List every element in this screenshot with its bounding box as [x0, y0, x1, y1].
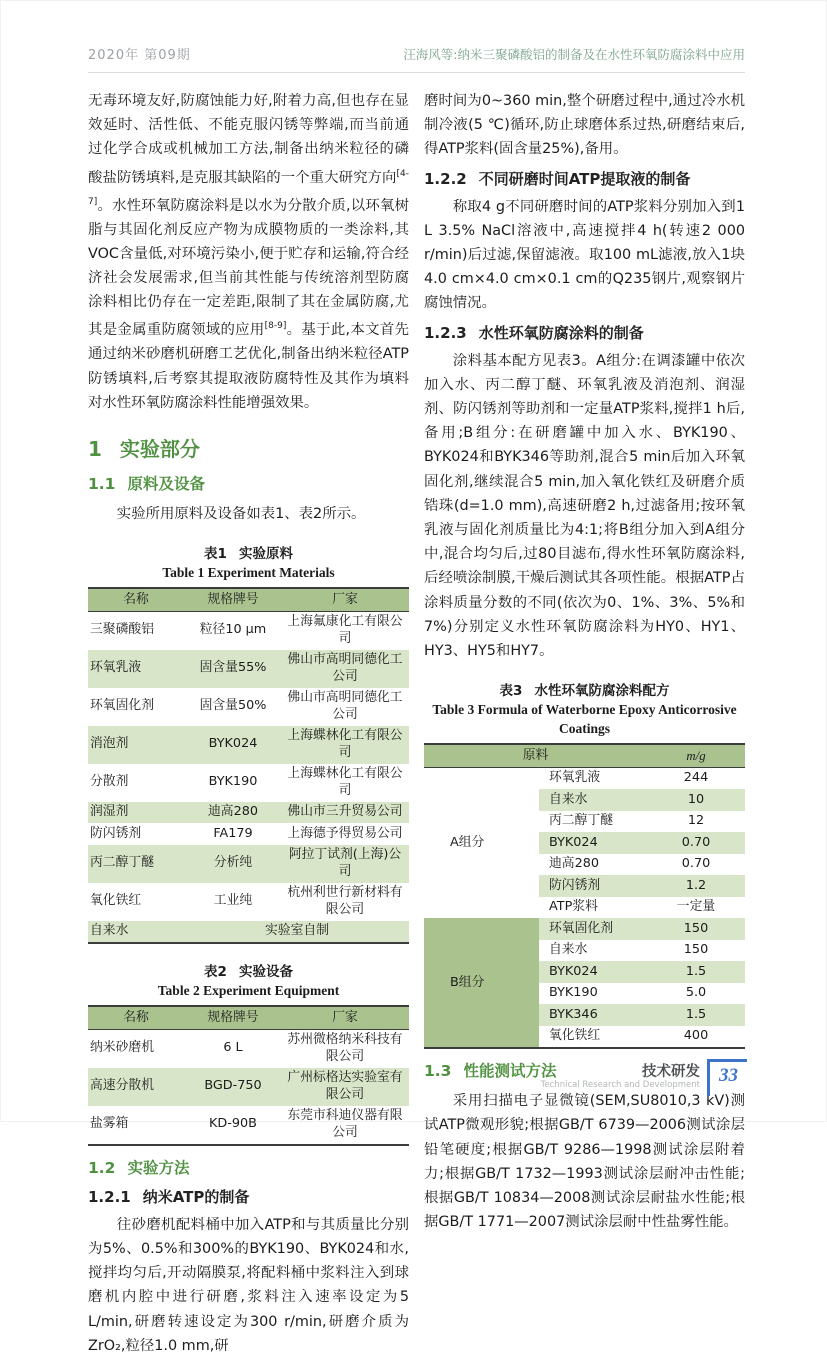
table-row: [88, 1068, 409, 1106]
left-column: [88, 89, 409, 1358]
table-2-equipment: [88, 1005, 409, 1146]
intro-text-2: 。水性环氧防腐涂料是以水为分散介质,以环氧树脂与其固化剂反应产物为成膜物质的一类涂料,其VOC含量低,对环境污染小,便于贮存和运输,符合经济社会发展需求,但当前其性能与传统溶剂型防腐涂料相比仍存在一定差距,限制了其在金属防腐,尤其是金属重防腐领域的应用: [88, 197, 409, 339]
table-cell: 氧化铁红: [90, 893, 142, 909]
column-header: m/g: [647, 744, 745, 767]
issue-label: 2020年 第09期: [88, 48, 191, 63]
table-cell: 防闪锈剂: [539, 875, 647, 897]
table-1-caption-title: 实验原料: [238, 546, 293, 563]
table-row: [88, 845, 409, 883]
section-1-3-paragraph: 采用扫描电子显微镜(SEM,SU8010,3 kV)测试ATP微观形貌;根据GB/T 6739—2006测试涂层铅笔硬度;根据GB/T 9286—1998测试涂层附着力;根据GB/T 1732—1993测试涂层耐冲击性能;根据GB/T 10834—2008测试涂层耐盐水性能;根据GB/T 1771—2007测试涂层耐中性盐雾性能。: [424, 1093, 745, 1231]
table-1-caption-label: 表1: [204, 546, 227, 563]
table-cell: 分析纯: [185, 845, 281, 883]
table-cell: 佛山市高明同德化工公司: [281, 650, 409, 688]
table-cell: BYK346: [539, 1004, 647, 1026]
table-cell: 佛山市三升贸易公司: [281, 802, 409, 824]
intro-text-3: 。基于此,本文首先通过纳米砂磨机研磨工艺优化,制备出纳米粒径ATP防锈填料,后考察其提取液防腐特性及其作为填料对水性环氧防腐涂料性能增强效果。: [88, 322, 409, 411]
footer-section: [541, 1064, 700, 1091]
table-cell: BYK024: [185, 726, 281, 764]
section-heading-1-1: [88, 472, 409, 494]
table-3-caption-label: 表3: [499, 683, 523, 700]
table-3-caption-title: 水性环氧防腐涂料配方: [534, 683, 670, 700]
table-cell: 自来水: [88, 921, 185, 944]
table-cell: 分散剂: [90, 774, 129, 790]
table-row: [424, 918, 745, 940]
table-cell: 400: [647, 1026, 745, 1049]
table-cell: 工业纯: [213, 893, 253, 909]
table-cell: 纳米砂磨机: [90, 1040, 154, 1056]
table-cell: 上海德予得贸易公司: [287, 825, 403, 841]
table-cell: 10: [647, 789, 745, 811]
table-row: [88, 726, 409, 764]
section-title: 水性环氧防腐涂料的制备: [478, 323, 644, 342]
table-cell: 粒径10 μm: [199, 622, 267, 638]
page-footer: [541, 1059, 747, 1096]
page-number: 33: [707, 1059, 747, 1096]
table-cell: 杭州利世行新材料有限公司: [287, 885, 403, 917]
table-2-caption-label: 表2: [204, 964, 227, 981]
table-cell: ATP浆料: [539, 897, 647, 919]
table-cell: 一定量: [647, 897, 745, 919]
table-row: [88, 883, 409, 921]
table-1-materials: [88, 587, 409, 944]
table-cell: 0.70: [647, 854, 745, 876]
table-3-caption-en-line1: Table 3 Formula of Waterborne Epoxy Anticorrosive: [432, 702, 737, 718]
table-cell: 三聚磷酸铝: [90, 622, 154, 638]
table-cell: 盐雾箱: [90, 1116, 129, 1132]
table-cell: 上海蝶林化工有限公司: [287, 766, 403, 798]
table-row: [88, 650, 409, 688]
table-row: [88, 611, 409, 650]
section-1-2-2-paragraph: 称取4 g不同研磨时间的ATP浆料分别加入到1 L 3.5% NaCl溶液中,高速搅拌4 h(转速2 000 r/min)后过滤,保留滤液。取100 mL滤液,放入1块4.0 cm×4.0 cm×0.1 cm的Q235钢片,观察钢片腐蚀情况。: [424, 198, 745, 312]
table-cell: BYK024: [539, 832, 647, 854]
table-cell: 6 L: [223, 1040, 243, 1056]
running-header: [88, 44, 745, 73]
table-3-caption-en-line2: Coatings: [558, 721, 610, 737]
table-row: [424, 767, 745, 789]
table-row: [88, 1029, 409, 1068]
table-cell: 润湿剂: [88, 802, 185, 824]
table-cell: 丙二醇丁醚: [88, 845, 185, 883]
table-row: [88, 688, 409, 726]
table-cell: 防闪锈剂: [90, 825, 142, 841]
table-2-caption-en: Table 2 Experiment Equipment: [157, 983, 340, 999]
footer-section-title: 技术研发: [642, 1064, 700, 1080]
table-cell: 佛山市高明同德化工公司: [287, 690, 403, 722]
column-header: 厂家: [281, 1006, 409, 1029]
table-cell: 环氧乳液: [88, 650, 185, 688]
table-row: [88, 764, 409, 802]
table-2-caption-title: 实验设备: [238, 964, 293, 981]
section-heading-1-2-3: [424, 322, 745, 343]
table-cell: 广州标格达实验室有限公司: [281, 1068, 409, 1106]
section-number: 1.2.1: [88, 1187, 131, 1206]
column-header: 规格牌号: [185, 1006, 281, 1029]
table-cell: 环氧固化剂: [539, 918, 647, 940]
section-number: 1.3: [424, 1062, 452, 1081]
continued-paragraph: 磨时间为0~360 min,整个研磨过程中,通过冷水机制冷液(5 ℃)循环,防止球磨体系过热,研磨结束后,得ATP浆料(固含量25%),备用。: [424, 93, 745, 158]
section-title: 性能测试方法: [463, 1062, 557, 1081]
table-2-caption: [88, 960, 409, 999]
group-a-label-cell: A组分: [424, 767, 539, 918]
table-cell: FA179: [213, 825, 253, 841]
table-header-row: [424, 744, 745, 767]
table-cell: 1.5: [647, 1004, 745, 1026]
table-1-caption-en: Table 1 Experiment Materials: [162, 565, 335, 581]
column-header: 厂家: [281, 588, 409, 611]
table-cell: 丙二醇丁醚: [539, 811, 647, 833]
section-title: 实验部分: [119, 437, 200, 462]
table-header-row: [88, 1006, 409, 1029]
section-number: 1.2.2: [424, 169, 467, 188]
section-heading-1-2-2: [424, 168, 745, 189]
table-cell: 上海氟康化工有限公司: [287, 614, 403, 646]
section-number: 1.1: [88, 475, 116, 494]
table-cell: 东莞市科迪仪器有限公司: [287, 1108, 403, 1140]
footer-section-subtitle: Technical Research and Development: [540, 1080, 700, 1090]
table-cell: 高速分散机: [88, 1068, 185, 1106]
two-column-layout: [88, 89, 745, 1358]
right-column: [424, 89, 745, 1358]
table-cell: 上海蝶林化工有限公司: [281, 726, 409, 764]
table-cell: BYK190: [539, 983, 647, 1005]
section-number: 1: [88, 437, 102, 462]
table-cell: 环氧乳液: [539, 767, 647, 789]
table-row: [88, 823, 409, 845]
table-cell: 150: [647, 940, 745, 962]
table-cell: 0.70: [647, 832, 745, 854]
intro-text-1: 无毒环境友好,防腐蚀能力好,附着力高,但也存在显效延时、活性低、不能克服闪锈等弊端,而当前通过化学合成或机械加工方法,制备出纳米粒径的磷酸盐防锈填料,是克服其缺陷的一个重大研究方向: [88, 93, 409, 186]
table-3-caption: [424, 679, 745, 737]
table-cell: 12: [647, 811, 745, 833]
section-1-2-1-paragraph: 往砂磨机配料桶中加入ATP和与其质量比分别为5%、0.5%和300%的BYK190、BYK024和水,搅拌均匀后,开动隔膜泵,将配料桶中浆料注入到球磨机内腔中进行研磨,浆料注入速率设定为5 L/min,研磨转速设定为300 r/min,研磨介质为ZrO₂,粒径1.0 mm,研: [88, 1216, 409, 1354]
table-cell: 244: [647, 767, 745, 789]
table-row: [88, 1106, 409, 1145]
section-heading-1-2-1: [88, 1186, 409, 1207]
column-header: 名称: [88, 588, 185, 611]
page-content: [88, 44, 745, 1358]
section-1-2-3-paragraph: 涂料基本配方见表3。A组分:在调漆罐中依次加入水、丙二醇丁醚、环氧乳液及消泡剂、润湿剂、防闪锈剂等助剂和一定量ATP浆料,搅拌1 h后,备用;B组分:在研磨罐中加入水、BYK190、BYK024和BYK346等助剂,混合5 min后加入环氧固化剂,继续混合5 min,加入氧化铁红及研磨介质锆珠(d=1.0 mm),高速研磨2 h,过滤备用;按环氧乳液与固化剂质量比为4:1;将B组分加入到A组分中,混合均匀后,过80目滤布,得水性环氧防腐涂料,后经喷涂制膜,干燥后测试其各项性能。根据ATP占涂料质量分数的不同(依次为0、1%、3%、5%和7%)分别定义水性环氧防腐涂料为HY0、HY1、HY3、HY5和HY7。: [424, 352, 745, 660]
table-cell: BYK024: [539, 961, 647, 983]
column-header: 名称: [88, 1006, 185, 1029]
section-number: 1.2.3: [424, 323, 467, 342]
table-cell: 迪高280: [185, 802, 281, 824]
table-cell: 苏州微格纳米科技有限公司: [287, 1032, 403, 1064]
running-title: 汪海风等:纳米三聚磷酸铝的制备及在水性环氧防腐涂料中应用: [403, 47, 745, 62]
column-header: 原料: [424, 744, 647, 767]
table-cell: 消泡剂: [88, 726, 185, 764]
citation-ref: [4-7]: [88, 168, 409, 207]
section-number: 1.2: [88, 1158, 116, 1177]
table-cell: 自来水: [539, 940, 647, 962]
section-heading-1: [88, 433, 409, 462]
table-cell: 实验室自制: [185, 921, 409, 944]
section-title: 纳米ATP的制备: [142, 1187, 250, 1206]
table-cell: 1.2: [647, 875, 745, 897]
section-title: 原料及设备: [127, 475, 205, 494]
table-row: [88, 921, 409, 944]
section-heading-1-2: [88, 1156, 409, 1178]
column-header: 规格牌号: [185, 588, 281, 611]
table-cell: BYK190: [208, 774, 258, 790]
table-cell: 阿拉丁试剂(上海)公司: [281, 845, 409, 883]
table-cell: 固含量55%: [185, 650, 281, 688]
table-1-caption: [88, 542, 409, 581]
table-cell: BGD-750: [185, 1068, 281, 1106]
table-cell: 1.5: [647, 961, 745, 983]
table-cell: 5.0: [647, 983, 745, 1005]
table-cell: 150: [647, 918, 745, 940]
table-cell: 自来水: [539, 789, 647, 811]
citation-ref: [8-9]: [264, 321, 287, 332]
table-cell: 环氧固化剂: [90, 698, 154, 714]
intro-paragraph: [88, 89, 409, 415]
table-cell: 固含量50%: [199, 698, 267, 714]
table-cell: 迪高280: [539, 854, 647, 876]
section-title: 不同研磨时间ATP提取液的制备: [478, 169, 691, 188]
section-1-1-paragraph: 实验所用原料及设备如表1、表2所示。: [116, 506, 366, 523]
table-cell: KD-90B: [209, 1116, 257, 1132]
section-title: 实验方法: [127, 1158, 190, 1177]
table-row: [88, 802, 409, 824]
table-header-row: [88, 588, 409, 611]
table-3-formula: [424, 743, 745, 1049]
group-b-label-cell: B组分: [424, 918, 539, 1048]
table-cell: 氧化铁红: [539, 1026, 647, 1049]
